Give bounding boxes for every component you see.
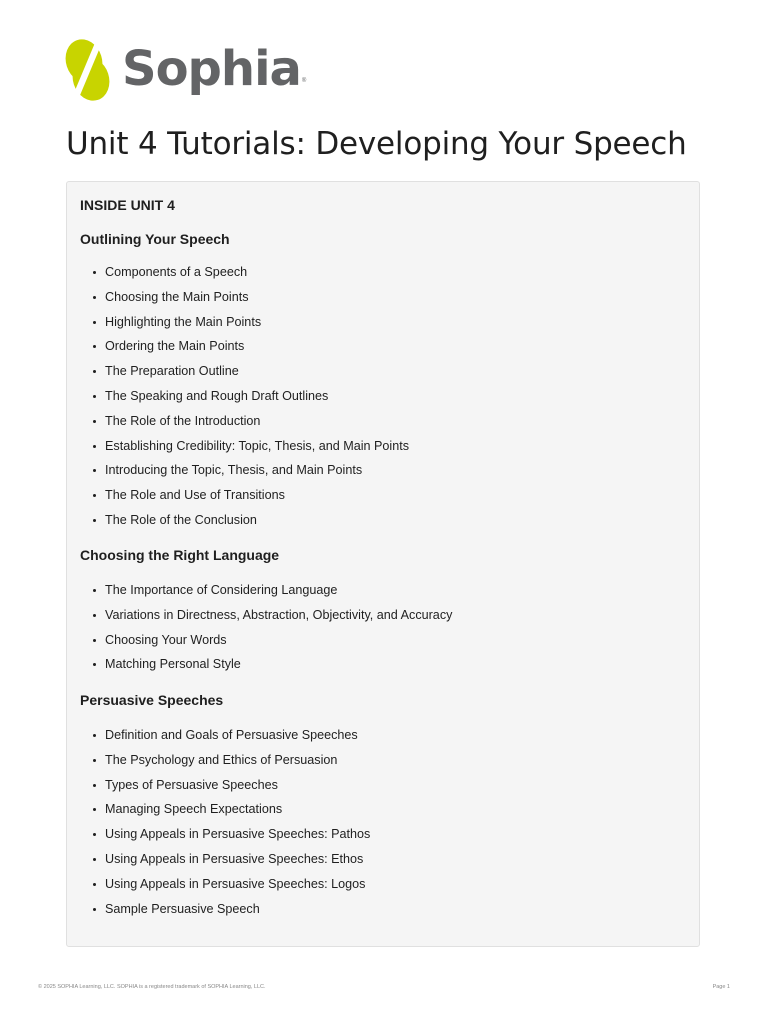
page-title: Unit 4 Tutorials: Developing Your Speech	[66, 126, 687, 162]
list-item[interactable]: The Preparation Outline	[67, 362, 687, 387]
unit-contents-panel	[66, 181, 700, 947]
section-list-outlining	[67, 263, 687, 536]
list-item[interactable]: Choosing the Main Points	[67, 288, 687, 313]
list-item[interactable]: Components of a Speech	[67, 263, 687, 288]
list-item[interactable]: Sample Persuasive Speech	[67, 900, 687, 925]
list-item[interactable]: The Importance of Considering Language	[67, 581, 687, 606]
list-item[interactable]: The Role of the Conclusion	[67, 511, 687, 536]
list-item[interactable]: Highlighting the Main Points	[67, 313, 687, 338]
sophia-mark-icon	[64, 36, 110, 102]
section-title-language: Choosing the Right Language	[80, 547, 280, 563]
footer-copyright: © 2025 SOPHIA Learning, LLC. SOPHIA is a registered trademark of SOPHIA Learning, LLC.	[38, 984, 266, 990]
list-item[interactable]: Types of Persuasive Speeches	[67, 776, 687, 801]
unit-label: INSIDE UNIT 4	[80, 197, 175, 213]
list-item[interactable]: Choosing Your Words	[67, 631, 687, 656]
sophia-logo	[64, 34, 306, 104]
section-title-outlining: Outlining Your Speech	[80, 231, 230, 247]
logo-wordmark: Sophia	[122, 41, 301, 97]
list-item[interactable]: The Role of the Introduction	[67, 412, 687, 437]
section-list-language	[67, 581, 687, 680]
list-item[interactable]: The Role and Use of Transitions	[67, 486, 687, 511]
section-list-persuasive	[67, 726, 687, 924]
list-item[interactable]: Using Appeals in Persuasive Speeches: Pathos	[67, 825, 687, 850]
list-item[interactable]: The Speaking and Rough Draft Outlines	[67, 387, 687, 412]
list-item[interactable]: Using Appeals in Persuasive Speeches: Ethos	[67, 850, 687, 875]
list-item[interactable]: The Psychology and Ethics of Persuasion	[67, 751, 687, 776]
section-title-persuasive: Persuasive Speeches	[80, 692, 224, 708]
list-item[interactable]: Establishing Credibility: Topic, Thesis, and Main Points	[67, 437, 687, 462]
list-item[interactable]: Ordering the Main Points	[67, 337, 687, 362]
list-item[interactable]: Matching Personal Style	[67, 655, 687, 680]
footer-page-number: Page 1	[712, 984, 730, 990]
list-item[interactable]: Definition and Goals of Persuasive Speeches	[67, 726, 687, 751]
list-item[interactable]: Using Appeals in Persuasive Speeches: Logos	[67, 875, 687, 900]
list-item[interactable]: Variations in Directness, Abstraction, Objectivity, and Accuracy	[67, 606, 687, 631]
list-item[interactable]: Introducing the Topic, Thesis, and Main Points	[67, 461, 687, 486]
registered-mark: ®	[301, 78, 307, 84]
list-item[interactable]: Managing Speech Expectations	[67, 800, 687, 825]
